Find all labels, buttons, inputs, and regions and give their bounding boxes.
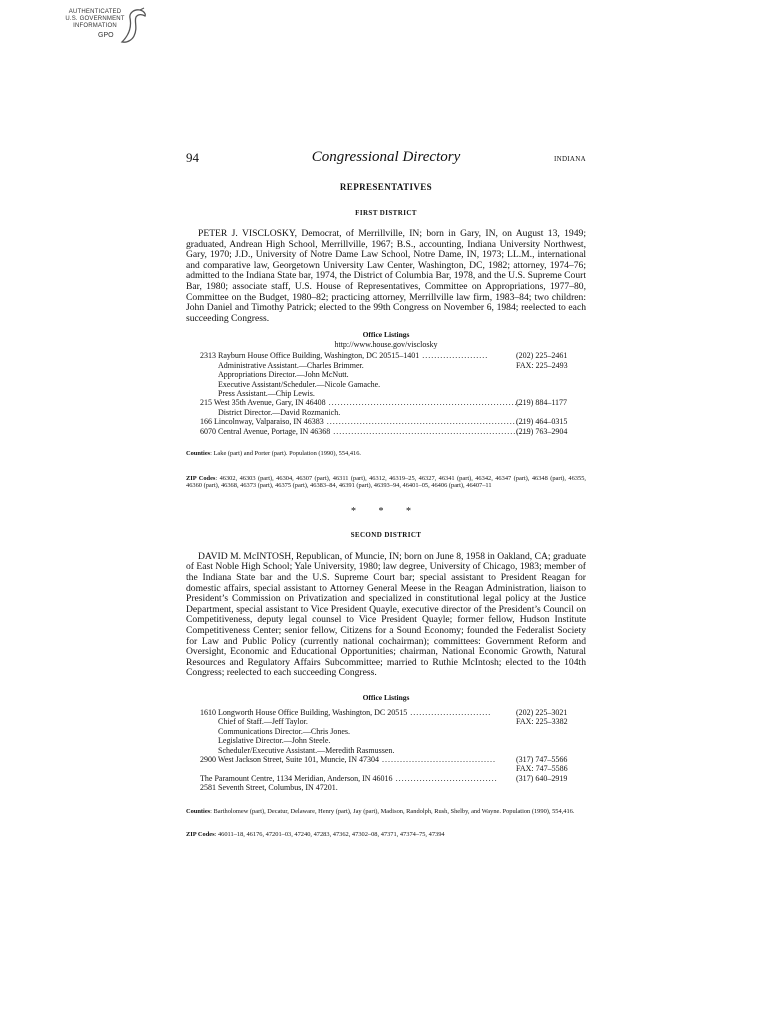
zip-label: ZIP Codes — [186, 831, 215, 839]
office-address: 2313 Rayburn House Office Building, Washington, DC 20515–1401 — [200, 351, 420, 361]
zip-codes-note — [186, 831, 586, 839]
office-row: The Paramount Centre, 1134 Meridian, Anderson, IN 46016 .................................. (317) 640–2919 — [200, 773, 568, 783]
section-separator: * * * — [351, 505, 421, 517]
seal-line-1: AUTHENTICATED — [68, 9, 122, 15]
staff-member: Chief of Staff.—Jeff Taylor. — [218, 717, 308, 727]
office-phone: (219) 884–1177 — [516, 398, 568, 408]
office-address: 1610 Longworth House Office Building, Washington, DC 20515 — [200, 707, 408, 717]
office-row — [200, 783, 586, 792]
staff-row — [200, 408, 586, 417]
office-fax: FAX: 747–5586 — [516, 764, 568, 774]
gpo-authentication-seal — [60, 6, 150, 50]
office-phone: (317) 747–5566 — [516, 754, 568, 764]
office-listings-heading: Office Listings — [362, 692, 410, 702]
seal-gpo: GPO — [98, 32, 114, 39]
office-address: 166 Lincolnway, Valparaiso, IN 46383 — [200, 417, 324, 427]
office-address: 2581 Seventh Street, Columbus, IN 47201. — [200, 783, 338, 793]
staff-member: Legislative Director.—John Steele. — [218, 736, 331, 746]
staff-row — [200, 361, 586, 370]
staff-member: Scheduler/Executive Assistant.—Meredith Rasmussen. — [218, 745, 395, 755]
office-row: 166 Lincolnway, Valparaiso, IN 46383 .................................................................. (219) 464–0315 — [200, 417, 568, 427]
staff-member: Executive Assistant/Scheduler.—Nicole Gamache. — [218, 379, 381, 389]
office-fax: FAX: 225–3382 — [516, 717, 568, 727]
office-listings — [200, 351, 586, 436]
counties-note — [186, 808, 586, 816]
office-address: The Paramount Centre, 1134 Meridian, Anderson, IN 46016 — [200, 773, 393, 783]
staff-row — [200, 727, 586, 736]
office-row: 1610 Longworth House Office Building, Washington, DC 20515 ........................... (202) 225–3021 — [200, 707, 568, 717]
page-number: 94 — [186, 150, 199, 165]
member-website-link[interactable]: http://www.house.gov/visclosky — [334, 340, 438, 350]
member-biography: DAVID M. McINTOSH, Republican, of Muncie, IN; born on June 8, 1958 in Oakland, CA; graduate of East Noble High School; Yale University, 1980; law degree, University of Chicago, 1983; member of the Indiana State bar and the U.S. Supreme Court bar; special assistant to President Reagan for domestic affairs, special assistant to Attorney General Meese in the Reagan Administration, liaison to President’s Commission on Privatization and specialized in constitutional legal policy at the Justice Department, special assistant to Vice President Quayle, executive director of the President’s Council on Competitiveness, deputy legal counsel to Vice President Quayle; former fellow, Hudson Institute Competitiveness Center; senior fellow, Citizens for a Sound Economy; founded the Federalist Society for Law and Public Policy (currently national cochairman); committees: Government Reform and Oversight, Economic and Educational Opportunities; chairman, National Economic Growth, Natural Resources and Regulatory Affairs Subcommittee; married to Ruthie McIntosh; elected to the 104th Congress; reelected to each succeeding Congress. — [186, 550, 586, 679]
counties-label: Counties — [186, 807, 211, 815]
district-heading: SECOND DISTRICT — [350, 530, 422, 539]
office-phone: (202) 225–2461 — [516, 351, 568, 361]
office-phone: (317) 640–2919 — [516, 773, 568, 783]
office-phone: (202) 225–3021 — [516, 707, 568, 717]
seal-line-2: U.S. GOVERNMENT — [65, 16, 125, 22]
staff-row — [200, 746, 586, 755]
state-label: INDIANA — [553, 155, 586, 163]
zip-label: ZIP Codes — [186, 474, 216, 482]
office-row: 2313 Rayburn House Office Building, Washington, DC 20515–1401 ...................... (202) 225–2461 — [200, 351, 568, 361]
seal-line-3: INFORMATION — [73, 23, 117, 29]
staff-row — [200, 717, 586, 726]
fax-row — [200, 764, 586, 773]
eagle-icon — [118, 6, 148, 46]
office-row: 215 West 35th Avenue, Gary, IN 46408 .................................................................. (219) 884–1177 — [200, 398, 568, 408]
office-listings — [200, 708, 586, 793]
zip-text: : 46011–18, 46176, 47201–03, 47240, 47283, 47362, 47302–08, 47371, 47374–75, 47394 — [214, 831, 445, 839]
office-phone: (219) 763–2904 — [516, 426, 568, 436]
counties-text: : Bartholomew (part), Decatur, Delaware, Henry (part), Jay (part), Madison, Randolph, Rush, Shelby, and Wayne. Population (1990), 554,416. — [210, 807, 575, 815]
staff-member: District Director.—David Rozmanich. — [218, 407, 341, 417]
office-fax: FAX: 225–2493 — [516, 360, 568, 370]
office-phone: (219) 464–0315 — [516, 417, 568, 427]
office-address: 6070 Central Avenue, Portage, IN 46368 — [200, 426, 331, 436]
office-listings-heading: Office Listings — [362, 330, 410, 340]
staff-member: Administrative Assistant.—Charles Brimmer. — [218, 360, 364, 370]
running-title: Congressional Directory — [311, 149, 461, 165]
counties-note — [186, 450, 586, 458]
office-address: 215 West 35th Avenue, Gary, IN 46408 — [200, 398, 326, 408]
zip-text: : 46302, 46303 (part), 46304, 46307 (part), 46311 (part), 46312, 46319–25, 46327, 46341 (part), 46342, 46347 (part), 46348 (part), 46355, 46360 (part), 46368, 46373 (part), 46375 (part), 46383–84, 46391 (part), 46393–94, 46401–05, 46406 (part), 46407–11 — [186, 474, 586, 490]
section-title: REPRESENTATIVES — [339, 182, 433, 192]
staff-member: Communications Director.—Chris Jones. — [218, 726, 350, 736]
zip-codes-note — [186, 475, 586, 490]
staff-row — [200, 389, 586, 398]
office-row: 6070 Central Avenue, Portage, IN 46368 .................................................................. (219) 763–2904 — [200, 426, 568, 436]
office-row: 2900 West Jackson Street, Suite 101, Muncie, IN 47304 ...................................... (317) 747–5566 — [200, 754, 568, 764]
running-header — [186, 150, 586, 170]
district-heading: FIRST DISTRICT — [355, 209, 417, 217]
staff-member: Appropriations Director.—John McNutt. — [218, 370, 349, 380]
directory-page — [186, 150, 586, 839]
member-biography: PETER J. VISCLOSKY, Democrat, of Merrillville, IN; born in Gary, IN, on August 13, 1949; graduated, Andrean High School, Merrillville, 1967; B.S., accounting, Indiana University Northwest, Gary, 1970; J.D., University of Notre Dame Law School, Notre Dame, IN, 1973; LL.M., international and comparative law, Georgetown University Law Center, Washington, DC, 1982; attorney, 1974–76; admitted to the Indiana State bar, 1974, the District of Columbia Bar, 1978, and the U.S. Supreme Court Bar, 1980; associate staff, U.S. House of Representatives, Committee on Appropriations, 1977–80, Committee on the Budget, 1980–82; practicing attorney, Merrillville law firm, 1983–84; two children: John Daniel and Timothy Patrick; elected to the 99th Congress on November 6, 1984; reelected to each succeeding Congress. — [186, 228, 586, 324]
staff-row — [200, 380, 586, 389]
staff-member: Press Assistant.—Chip Lewis. — [218, 388, 315, 398]
staff-row — [200, 736, 586, 745]
office-address: 2900 West Jackson Street, Suite 101, Muncie, IN 47304 — [200, 754, 379, 764]
counties-label: Counties — [186, 450, 211, 457]
counties-text: : Lake (part) and Porter (part). Population (1990), 554,416. — [210, 450, 362, 457]
staff-row — [200, 370, 586, 379]
